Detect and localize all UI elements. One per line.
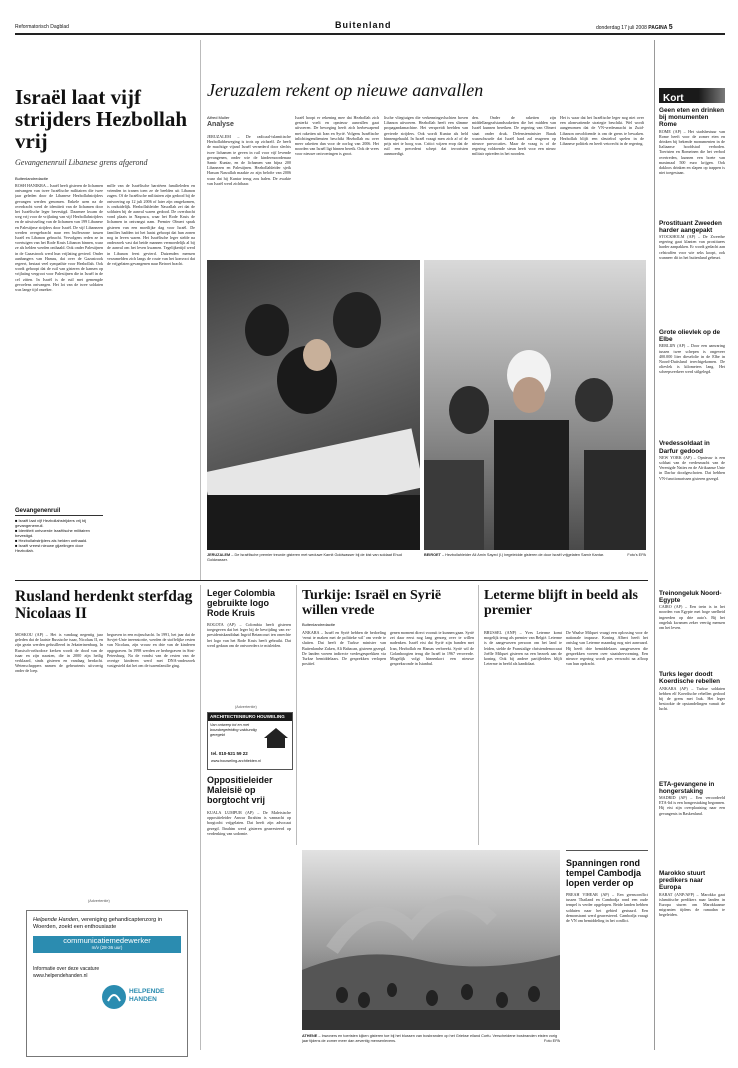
photo2-caption-tag: BEIROET xyxy=(424,553,441,557)
ad1-phone: tel. 010-521 59 22 xyxy=(211,751,248,756)
photo3-caption-tag: ATHENE xyxy=(302,1034,318,1038)
cambodia-headline: Spanningen rond tempel Cambodja lopen verder op xyxy=(566,858,642,888)
ad2-intro-text: , vereniging gehandicaptenzorg in Woerden, zoekt een enthousiaste xyxy=(33,917,163,930)
turkey-headline: Turkije: Israël en Syrië willen vrede xyxy=(302,588,442,618)
hand-icon xyxy=(101,984,127,1010)
corfu-photo-scene xyxy=(302,850,560,1030)
kort-list xyxy=(659,107,725,1057)
photo2-caption xyxy=(424,553,646,558)
kort-item-title: Vredessoldaat in Darfur gedood xyxy=(659,440,710,455)
ad1-tag-2: (Advertentie) xyxy=(235,705,257,709)
beirut-photo xyxy=(424,260,646,550)
lead-headline: Israël laat vijf strijders Hezbollah vrij xyxy=(15,85,188,153)
column-divider xyxy=(200,40,201,580)
ad1-company: ARCHITECTENBURO HOUWELING xyxy=(208,713,292,721)
ad2-web[interactable]: www.helpendehanden.nl xyxy=(33,973,88,979)
kort-item-title: Treinongeluk Noord-Egypte xyxy=(659,589,722,605)
kort-item xyxy=(659,870,725,952)
ad2-org: Helpende Handen xyxy=(33,917,79,923)
mid-rule xyxy=(15,580,648,581)
malaysia-body: KUALA LUMPUR (AP) – De Maleisische oppositieleider Anwar Ibrahim is vannacht op borgtocht vrijgelaten. Dat heeft zijn advocaat gezegd. Ibrahim werd gisteren gearresteerd op verdenking van sodomie. xyxy=(207,810,291,836)
kort-item xyxy=(659,781,725,865)
ad1-tag: (Advertentie) xyxy=(88,899,110,903)
leterme-col-2: De Waalse Milquet vraagt een oplossing voor de nationale impasse. Koning Albert heeft het ontslag van Leterme maandag nog niet aanvaard. Hij heeft drie bemiddelaars aangewezen die gesprekken voeren over staatshervorming. Een nieuwe regering wordt pas verwacht na afloop van hun opdracht. xyxy=(566,630,648,667)
factbox-bullet: ■ Identiteit ontvoerde Israëlische militairen bevestigd. xyxy=(15,528,90,538)
photo1-caption-tag: JERUZALEM xyxy=(207,553,231,557)
ad2-job: communicatiemedewerker xyxy=(63,936,151,945)
ad2-logo-text: HELPENDE HANDEN xyxy=(129,988,165,1003)
factbox-bullet: ■ Israël laat vijf Hezbollahstrijders vrij bij gevangenenruil. xyxy=(15,518,87,528)
turkey-col-2: genen moment direct vooruit te kunnen gaan. Syrië zei daar eerst nog lang genoeg over te willen nadenken. Israël eist dat Syrië zijn banden met Iran, Hezbollah en Hamas verbreekt. Syrië wil de Golanhoogten terug die Israël in 1967 veroverde. Mogelijk volgt binnenkort een nieuwe gespreksronde in Istanbul. xyxy=(390,630,474,667)
leterme-headline: Leterme blijft in beeld als premier xyxy=(484,588,638,618)
kort-item-title: Marokko stuurt predikers naar Europa xyxy=(659,870,706,892)
analysis-col-4: den. Onder de raketten zijn middellangeafstandsraketten die het midden van Israël kunnen bereiken. De regering van Olmert staat onder druk. Defensieminister Barak waarschuwde dat Israël hard zal reageren op nieuwe provocaties. Maar de vraag is of de regering voldoende steun heeft voor een nieuw militair optreden in het noorden. xyxy=(472,115,556,157)
russia-headline: Rusland herdenkt sterfdag Nicolaas II xyxy=(15,588,193,622)
colombia-headline: Leger Colombia gebruikte logo Rode Kruis xyxy=(207,588,276,618)
analysis-col-1: JERUZALEM – De radicaal-islamitische Hezbollahbeweging is trots op zichzelf. Ze heeft de machtige vijand Israël vernederd door slechts twee lichamen te geven in ruil voor vijf levende gevangenen, onder wie de kindermoordenaar Samir Kuntar, en de lichamen van bijna 200 Libanezen en Palestijnen. Hezbollahleider sjeik Hassan Nasrallah maakte zo zijn belofte van 2006 waar dat hij Kuntar terug zou halen. De zwakte van Israël werd zichtbaar. xyxy=(207,134,291,186)
analysis-col-5: Het is waar dat het Israëlische leger nog niet over een alomvattende strategie beschikt. Wel wordt aangenomen dat de VN-vredesmacht in Zuid-Libanon onvoldoende is om de grens te bewaken. Hezbollah blijft een sleutelrol spelen in de Libanese politiek en heeft vetorecht in de regering. xyxy=(560,115,644,147)
analysis-headline: Jeruzalem rekent op nieuwe aanvallen xyxy=(207,80,484,100)
photo2-caption-text: – Hezbollahleider Ali Amin Sayed (l.) begeleidde gisteren de door Israël vrijgelaten Samir Kantar. xyxy=(441,553,605,557)
ad2-job-banner[interactable] xyxy=(33,936,181,953)
kort-item-text: BERLIJN (AP) – Door een aanvaring tussen twee schepen is ongeveer 400.000 liter dieselolie in de Elbe in Noord-Duitsland terechtgekomen. De olievlek is kilometers lang. Het scheepsverkeer werd stilgelegd. xyxy=(659,343,725,375)
kort-item-text: CAIRO (AP) – Een trein is in het noorden van Egypte met hoge snelheid ingereden op drie auto's. Bij het ongeluk kwamen zeker veertig mensen om het leven. xyxy=(659,604,725,631)
russia-col-2: begraven in een mijnschacht. In 1991, het jaar dat de Sovjet-Unie ineenstortte, werden de stoffelijke resten van Nicolaas, zijn vrouw en drie van de kinderen opgegraven. In 1998 werden ze herbegraven in Sint-Petersburg. Na de vondst van de resten van de overige kinderen werd met DNA-onderzoek vastgesteld dat het om de tsarenfamilie ging. xyxy=(107,632,195,669)
kort-item xyxy=(659,329,725,435)
kort-banner xyxy=(659,88,725,103)
kort-item-title: Geen eten en drinken bij monumenten Rome xyxy=(659,107,724,129)
architect-ad xyxy=(207,712,293,770)
kort-item xyxy=(659,440,725,584)
page-number: 5 xyxy=(668,24,673,31)
cambodia-body: PREAH VIHEAR (AP) – Een grensconflict tussen Thailand en Cambodja rond een oude tempel is verder opgelopen. Beide landen hebben soldaten naar het gebied gestuurd. Een demonstrant werd gearresteerd. Cambodja vraagt de VN om bemiddeling in het conflict. xyxy=(566,892,648,924)
column-divider xyxy=(200,585,201,1050)
kort-item-title: ETA-gevangene in hongerstaking xyxy=(659,780,715,795)
kort-item-title: Grote olievlek op de Elbe xyxy=(659,329,721,344)
photo1-caption-text: – De Israëlische premier treurde gisteren met weduwe Karnit Goldwasser bij de kist van soldaat Ehud Goldwasser. xyxy=(207,553,402,562)
funeral-photo xyxy=(207,260,420,550)
kort-item xyxy=(659,671,725,775)
photo3-credit: Foto EPA xyxy=(544,1038,560,1043)
column-divider xyxy=(478,585,479,845)
factbox-bullet: ■ Hezbollahstrijders als helden onthaald. xyxy=(15,538,88,543)
analysis-col-2: Israël hoopt er rekening mee dat Hezbollah zich gesterkt voelt en opnieuw aanvallen gaat uitvoeren. De beweging heeft zich herbewapend met raketten uit Iran en Syrië. Volgens Israëlische inlichtingendiensten beschikt Hezbollah nu over meer raketten dan voor de oorlog van 2006. Het noorden van Israël ligt binnen bereik. Ook de vrees voor nieuwe ontvoeringen is groot. xyxy=(295,115,379,157)
russia-col-1: MOSKOU (AP) – Het is vandaag negentig jaar geleden dat de laatste Russische tsaar, Nicolaas II, en zijn gezin werden gefusilleerd in Jekaterinenburg. In Russisch-orthodoxe kerken wordt de dood van de tsaar en zijn naasten, die in 2000 zijn heilig verklaard, sinds gisteren en vandaag herdacht. Wetenschappers namen de gebeurtenis uitvoerig onder de loep. xyxy=(15,632,103,674)
kort-item xyxy=(659,107,725,215)
date-line xyxy=(596,24,673,31)
lead-factbox xyxy=(15,508,103,553)
page-label: PAGINA xyxy=(648,25,668,31)
kort-item-text: MADRID (AP) – Een veroordeeld ETA-lid is een hongerstaking begonnen. Hij eist zijn overplaatsing naar een gevangenis in Baskenland. xyxy=(659,795,725,816)
factbox-bullet-text: Hezbollahstrijders als helden onthaald. xyxy=(18,538,88,543)
ad2-intro xyxy=(33,917,181,931)
photo3-caption xyxy=(302,1034,560,1043)
analysis-kicker: Analyse xyxy=(207,121,234,128)
kort-item-title: Prostituant Zweeden harder aangepakt xyxy=(659,219,722,234)
kort-item xyxy=(659,220,725,324)
colombia-body: BOGOTA (AP) – Colombia heeft gisteren toegegeven dat het leger bij de bevrijding van ex-presidentskandidaat Ingrid Betancourt ten onrechte het logo van het Rode Kruis heeft gebruikt. Dat werd gedaan om de ontvoerders te misleiden. xyxy=(207,622,291,648)
lead-subtitle: Gevangenenruil Libanese grens afgerond xyxy=(15,158,148,167)
kort-item-text: STOCKHOLM (AP) – De Zweedse regering gaat klanten van prostituees harder aanpakken. Er wordt gedacht aan celstraffen voor wie seks koopt, ook wanneer dit in het buitenland gebeurt. xyxy=(659,234,725,260)
factbox-bullet-text: Israël laat vijf Hezbollahstrijders vrij bij gevangenenruil. xyxy=(15,518,87,528)
paper-name: Reformatorisch Dagblad xyxy=(15,24,69,30)
turkey-byline: Buitenlandredactie xyxy=(302,622,336,627)
ad1-web[interactable]: www.houweling-architekten.nl xyxy=(211,759,262,763)
kort-item-text: RABAT (ANP/AFP) – Marokko gaat islamitische predikers naar landen in Europa sturen om Marokkaanse migranten tijdens de ramadan te begeleiden. xyxy=(659,891,725,918)
factbox-bullet-text: Identiteit ontvoerde Israëlische militairen bevestigd. xyxy=(15,528,90,538)
date: donderdag 17 juli 2008 xyxy=(596,25,647,31)
lead-body: ROSH HANIKRA – Israël heeft gisteren de lichamen ontvangen van twee Israëlische militairen die twee jaar geleden door de Libanese Hezbollahstrijders gevangen werden genomen. Enkele uren na de overdracht werd de identiteit van de lichamen door het Israëlische leger bevestigd. Daarmee kwam de weg vrij voor de vrijlating van vijf Hezbollahstrijders en de uitwisseling van de lichamen van 199 Libanese en Palestijnse strijders door Israël. De vijf Libanezen werden overgebracht naar een bufferzone tussen Israël en Libanon gebracht. Vervolgens reden ze in voertuigen van het Rode Kruis Libanon binnen, waar ze als helden werden onthaald. Ook onder Palestijnen in de Gazastrook werd hun vrijlating gevierd. Onder aanhangers van Hamas, dat over de Gazastrook regeert, bestaat veel sympathie voor Hezbollah. Ook wordt gehoopt dat de ruil van gisteren de kansen op vrijlating vergroot voor Palestijnen die in Israël in de cel zitten. In Israël is de ruil met gemengde gevoelens ontvangen. Het lot van de twee soldaten was lange tijd onzeker. xyxy=(15,183,103,293)
photo2-credit: Foto's EPA xyxy=(627,553,646,557)
kort-item-title: Turks leger doodt Koerdische rebellen xyxy=(659,671,721,686)
column-divider xyxy=(296,585,297,845)
lead-body-2: mille van de Israëlische barrièren familieleden en vrienden in tranen toen ze de beelden uit Libanon zagen. Of de Israëlische militairen zijn gedood bij de ontvoering op 12 juli 2006 of later zijn omgekomen, is onduidelijk. Hezbollahleider Nasrallah zei dat de soldaten bij de aanval waren gedood. De overdracht vond plaats in Naqoura, waar het Rode Kruis de lichamen in ontvangst nam. Premier Olmert sprak gisteren van een moeilijke dag voor Israël. De families hadden tot het laatst gehoopt dat hun zonen nog in leven waren. Het Israëlische leger stelde na onderzoek vast dat beide mannen vermoedelijk al bij de aanval om het leven kwamen. Tegelijkertijd werd in Libanon feest gevierd. Duizenden mensen verzamelden zich langs de route van het konvooi dat de vrijgelaten gevangenen naar Beiroet bracht. xyxy=(107,183,195,267)
section-title: Buitenland xyxy=(335,20,392,30)
factbox-title: Gevangenenruil xyxy=(15,508,103,516)
ad1-slogan: Van ontwerp tot en met bouwbegeleiding vakkundig geregeld xyxy=(210,723,257,737)
funeral-photo-scene xyxy=(207,260,420,550)
lead-byline: Buitenlandredactie xyxy=(15,176,49,181)
analysis-col-3: lische vliegtuigen die verkenningsvluchten boven Libanon uitvoeren. Hezbollah heeft een slimme propagandamachine. Het verspreidt beelden van gevierde strijders. Ook wordt Kuntar als held binnengehaald. In Israël vraagt men zich af of de prijs niet te hoog was. Critici wijzen erop dat de ruil een precedent schept dat terroristen aanmoedigt. xyxy=(384,115,468,157)
kort-title: Kort xyxy=(663,93,684,104)
malaysia-headline: Oppositieleider Maleisië op borgtocht vrij xyxy=(207,775,273,805)
factbox-bullet: ■ Israël vreest nieuwe gijzelingen door Hezbollah. xyxy=(15,543,84,553)
turkey-col-1: ANKARA – Israël en Syrië hebben de bedoeling ‘ernst te maken met de politieke wil’ om vrede te sluiten. Dat heeft de Turkse minister van Buitenlandse Zaken, Ali Babacan, gisteren gezegd. De landen voeren indirecte vredesgesprekken via Turkse bemiddelaars. De gesprekken verlopen positief. xyxy=(302,630,386,667)
ad2-logo xyxy=(101,983,183,1011)
photo1-caption xyxy=(207,553,420,562)
photo3-caption-text: – Inwoners en toeristen kijken gisteren toe bij het blussen van bosbranden op het Griekse eiland Corfu. Verscheidene bosbranden eisten vorig jaar tijdens de zomer meer dan zeventig mensenlevens. xyxy=(302,1034,558,1043)
header-rule xyxy=(15,33,725,35)
kort-item xyxy=(659,590,725,666)
ad2-hours: m/v (28-36 uur) xyxy=(91,945,123,950)
kort-item-text: NEW YORK (AP) – Opnieuw is een soldaat van de vredesmacht van de Verenigde Naties en de Afrikaanse Unie in Darfur doodgeschoten. Dat hebben VN-functionarissen gisteren gezegd. xyxy=(659,454,725,481)
kort-item-text: ANKARA (AP) – Turkse soldaten hebben elf Koerdische rebellen gedood bij de grens met Irak. Het leger bestookte de opstandelingen vanuit de lucht. xyxy=(659,685,725,712)
kort-item-text: ROME (AP) – Het stadsbestuur van Rome heeft voor de zomer eten en drinken bij bekende monumenten in de Italiaanse hoofdstad verboden. Toeristen en Romeinen die het verbod overtreden, kunnen een boete van maximaal 500 euro krijgen. Ook dakloos drinken en slapen op trappen is niet toegestaan. xyxy=(659,128,725,176)
kort-divider xyxy=(654,40,655,1050)
beirut-photo-scene xyxy=(424,260,646,550)
corfu-photo xyxy=(302,850,560,1030)
house-icon xyxy=(263,727,289,749)
leterme-col-1: BRUSSEL (ANP) – Yves Leterme komt mogelijk terug als premier van België. Leterme is de aangewezen persoon om het land te leiden, stelde de Franstalige christendemocraat Joëlle Milquet gisteren na een bezoek aan de koning. Ook bij andere partijleiders blijft Leterme in beeld als kandidaat. xyxy=(484,630,562,667)
section-rule xyxy=(566,850,648,851)
ad2-info: Informatie over deze vacature xyxy=(33,966,100,972)
analysis-author: Alfred Muller xyxy=(207,115,230,120)
helpende-handen-ad xyxy=(26,910,188,1057)
factbox-bullet-text: Israël vreest nieuwe gijzelingen door Hezbollah. xyxy=(15,543,84,553)
